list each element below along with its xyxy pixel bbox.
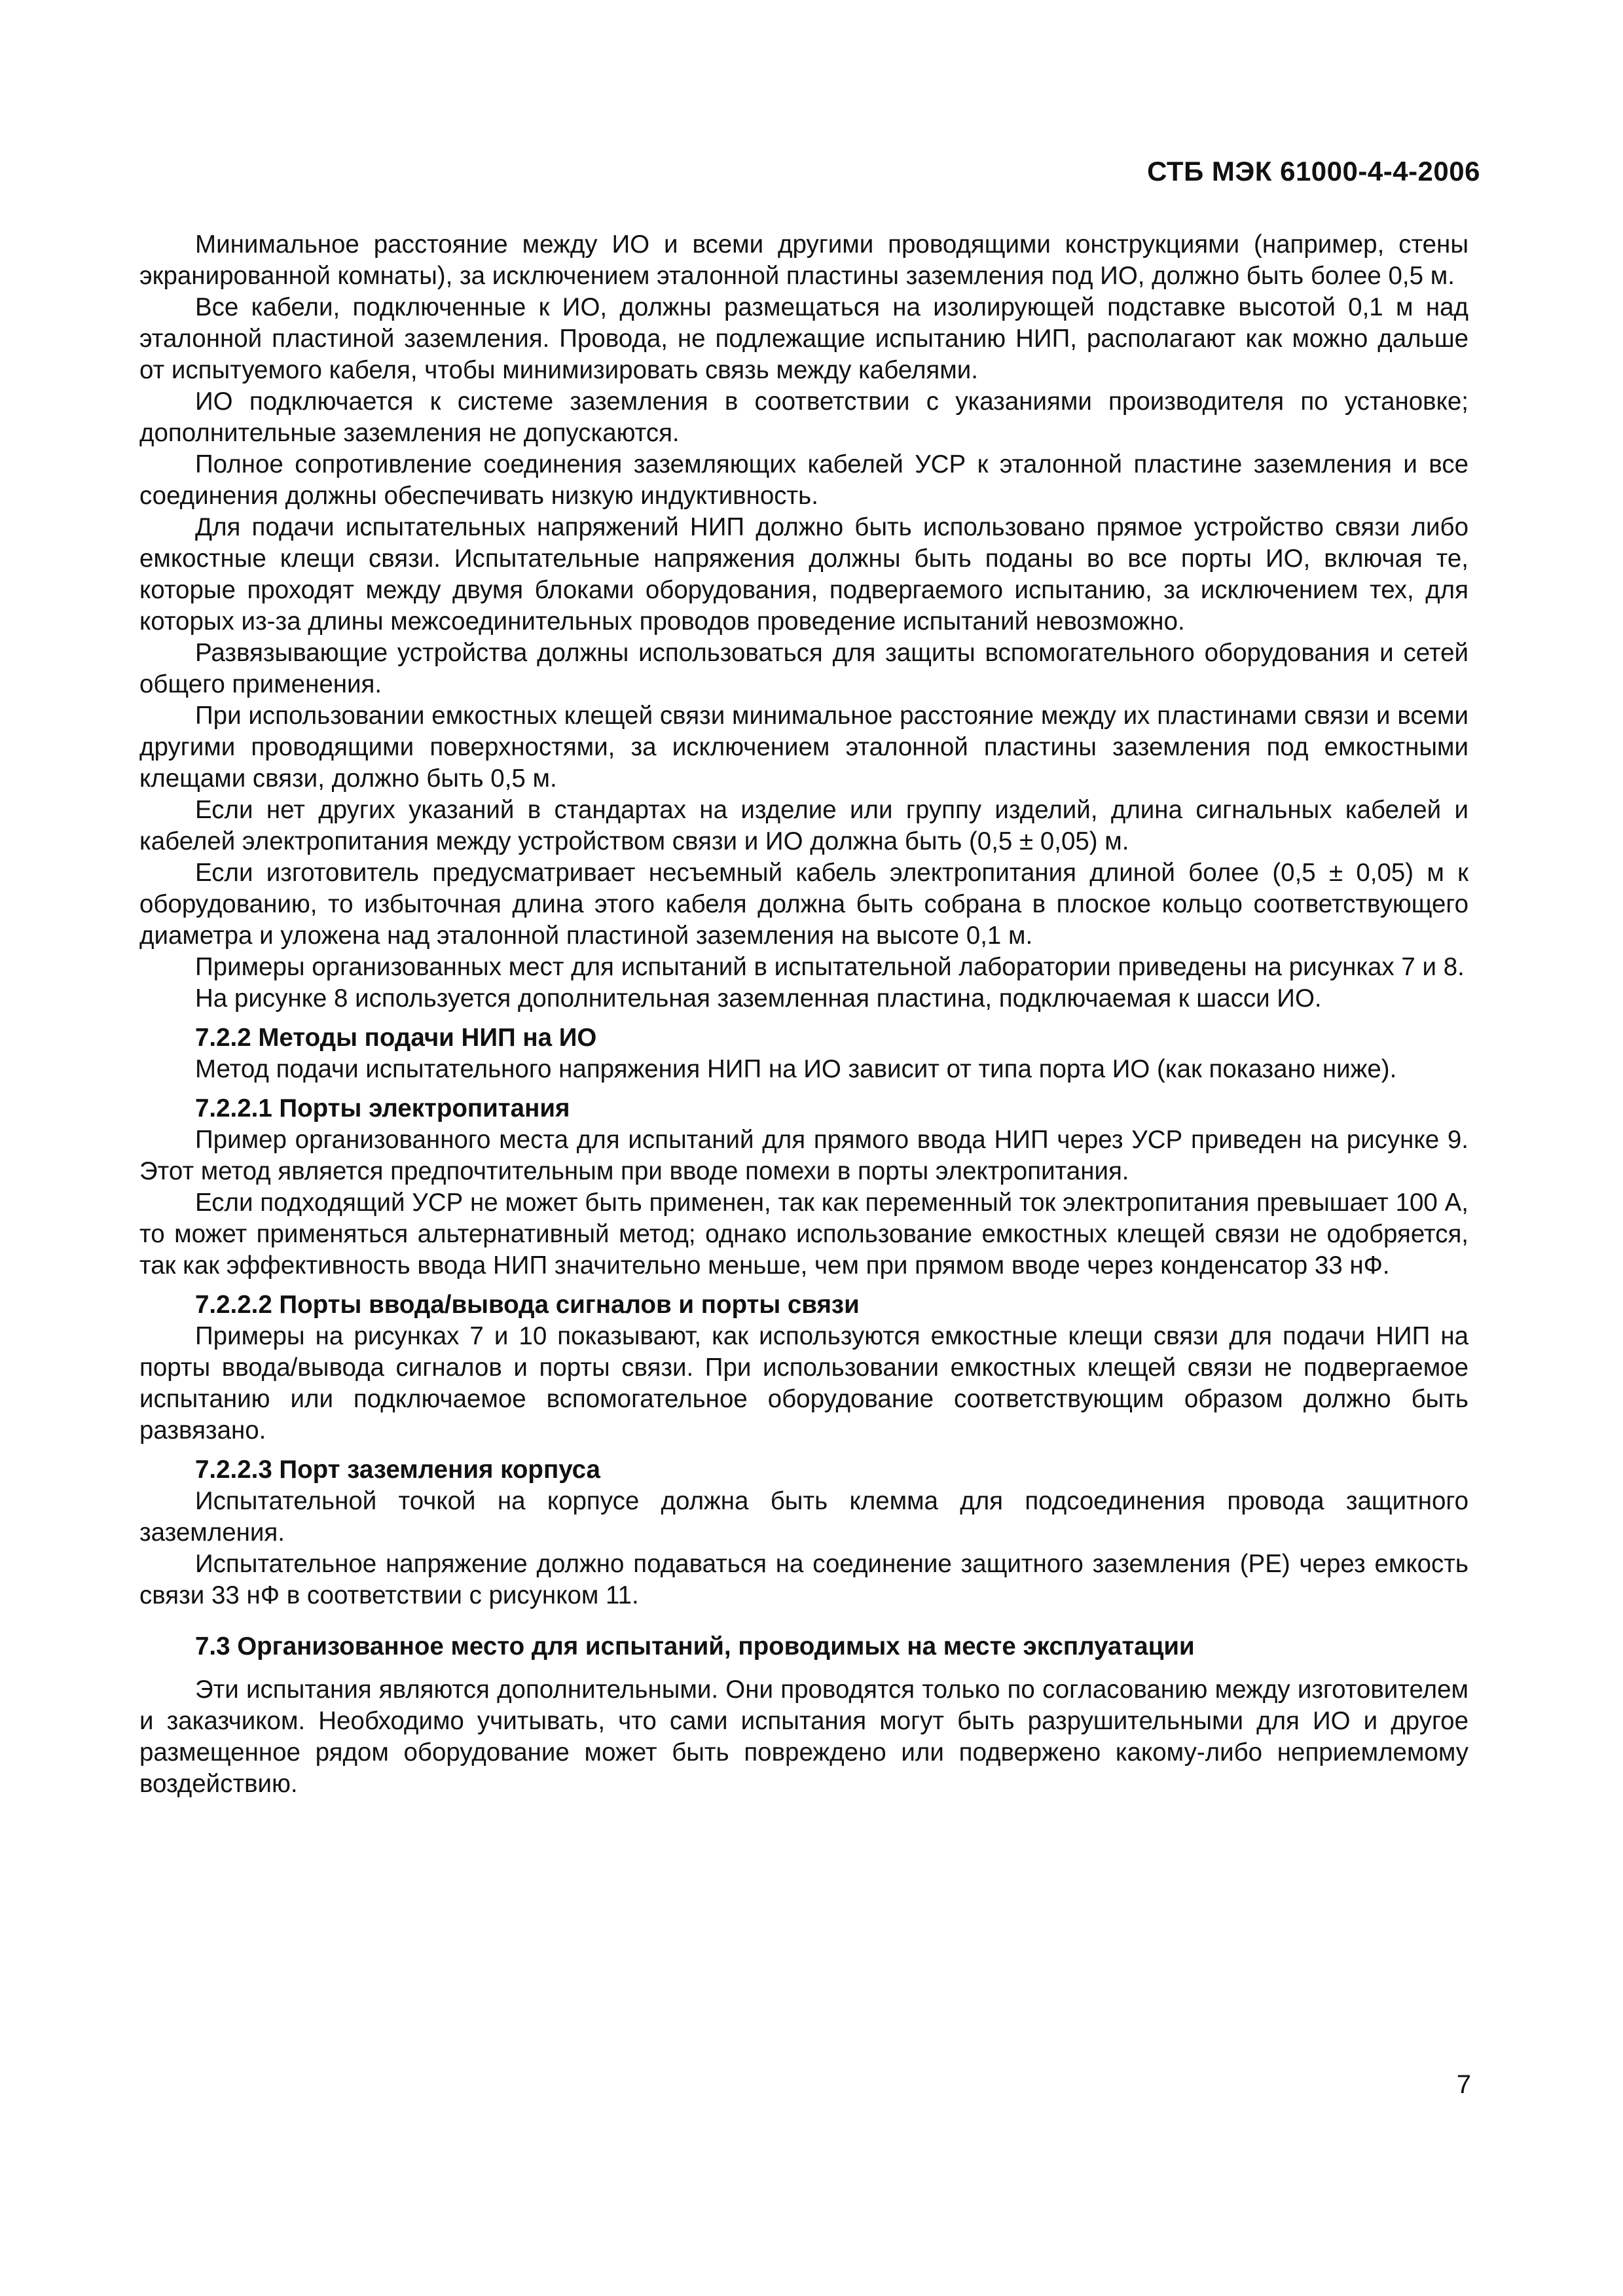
paragraph: На рисунке 8 используется дополнительная заземленная пластина, подключаемая к шасси ИО.: [195, 984, 1322, 1013]
section-heading-7-2-2: 7.2.2 Методы подачи НИП на ИО: [195, 1024, 597, 1052]
paragraph: Все кабели, подключенные к ИО, должны размещаться на изолирующей подставке высотой 0,1 м над эталонной пластиной заземления. Провода, не подлежащие испытанию НИП, располагают как можно дальше от испытуемого кабеля, чтобы минимизировать связь между кабелями.: [139, 293, 1468, 384]
paragraph: Полное сопротивление соединения заземляющих кабелей УСР к эталонной пластине заземления и все соединения должны обеспечивать низкую индуктивность.: [139, 450, 1468, 510]
section-heading-7-2-2-3: 7.2.2.3 Порт заземления корпуса: [195, 1456, 600, 1484]
paragraph: Развязывающие устройства должны использоваться для защиты вспомогательного оборудования и сетей общего применения.: [139, 639, 1468, 698]
paragraph: Примеры на рисунках 7 и 10 показывают, как используются емкостные клещи связи для подачи НИП на порты ввода/вывода сигналов и порты связи. При использовании емкостных клещей связи не подвергаемое испытанию или подключаемое вспомогательное оборудование соответствующим образом должно быть развязано.: [139, 1322, 1468, 1444]
paragraph: Если подходящий УСР не может быть применен, так как переменный ток электропитания превышает 100 А, то может применяться альтернативный метод; однако использование емкостных клещей связи не одобряется, так как эффективность ввода НИП значительно меньше, чем при прямом вводе через конденсатор 33 нФ.: [139, 1189, 1468, 1280]
page-number: 7: [1456, 2070, 1471, 2099]
paragraph: ИО подключается к системе заземления в соответствии с указаниями производителя по установке; дополнительные заземления не допускаются.: [139, 387, 1468, 447]
paragraph: Метод подачи испытательного напряжения НИП на ИО зависит от типа порта ИО (как показано ниже).: [195, 1055, 1397, 1083]
document-code: СТБ МЭК 61000-4-4-2006: [1147, 156, 1480, 187]
paragraph: Эти испытания являются дополнительными. Они проводятся только по согласованию между изготовителем и заказчиком. Необходимо учитывать, что сами испытания могут быть разрушительными для ИО и другое размещенное рядом оборудование может быть повреждено или подвержено какому-либо неприемлемому воздействию.: [139, 1676, 1468, 1798]
paragraph: Для подачи испытательных напряжений НИП должно быть использовано прямое устройство связи либо емкостные клещи связи. Испытательные напряжения должны быть поданы во все порты ИО, включая те, которые проходят между двумя блоками оборудования, подвергаемого испытанию, за исключением тех, для которых из-за длины межсоединительных проводов проведение испытаний невозможно.: [139, 513, 1468, 636]
paragraph: Испытательное напряжение должно подаваться на соединение защитного заземления (РЕ) через емкость связи 33 нФ в соответствии с рисунком 11.: [139, 1550, 1468, 1609]
paragraph: Пример организованного места для испытаний для прямого ввода НИП через УСР приведен на рисунке 9. Этот метод является предпочтительным при вводе помехи в порты электропитания.: [139, 1126, 1468, 1185]
document-body: [139, 229, 1468, 1800]
paragraph: Испытательной точкой на корпусе должна быть клемма для подсоединения провода защитного заземления.: [139, 1487, 1468, 1547]
paragraph: Если изготовитель предусматривает несъемный кабель электропитания длиной более (0,5 ± 0,05) м к оборудованию, то избыточная длина этого кабеля должна быть собрана в плоское кольцо соответствующего диаметра и уложена над эталонной пластиной заземления на высоте 0,1 м.: [139, 859, 1468, 950]
section-heading-7-2-2-1: 7.2.2.1 Порты электропитания: [195, 1094, 570, 1122]
section-heading-7-2-2-2: 7.2.2.2 Порты ввода/вывода сигналов и порты связи: [195, 1291, 860, 1319]
paragraph: При использовании емкостных клещей связи минимальное расстояние между их пластинами связи и всеми другими проводящими поверхностями, за исключением эталонной пластины заземления под емкостными клещами связи, должно быть 0,5 м.: [139, 702, 1468, 793]
paragraph: Если нет других указаний в стандартах на изделие или группу изделий, длина сигнальных кабелей и кабелей электропитания между устройством связи и ИО должна быть (0,5 ± 0,05) м.: [139, 796, 1468, 855]
paragraph: Минимальное расстояние между ИО и всеми другими проводящими конструкциями (например, стены экранированной комнаты), за исключением эталонной пластины заземления под ИО, должно быть более 0,5 м.: [139, 230, 1468, 290]
section-heading-7-3: 7.3 Организованное место для испытаний, проводимых на месте эксплуатации: [195, 1632, 1195, 1660]
paragraph: Примеры организованных мест для испытаний в испытательной лаборатории приведены на рисунках 7 и 8.: [195, 953, 1465, 981]
